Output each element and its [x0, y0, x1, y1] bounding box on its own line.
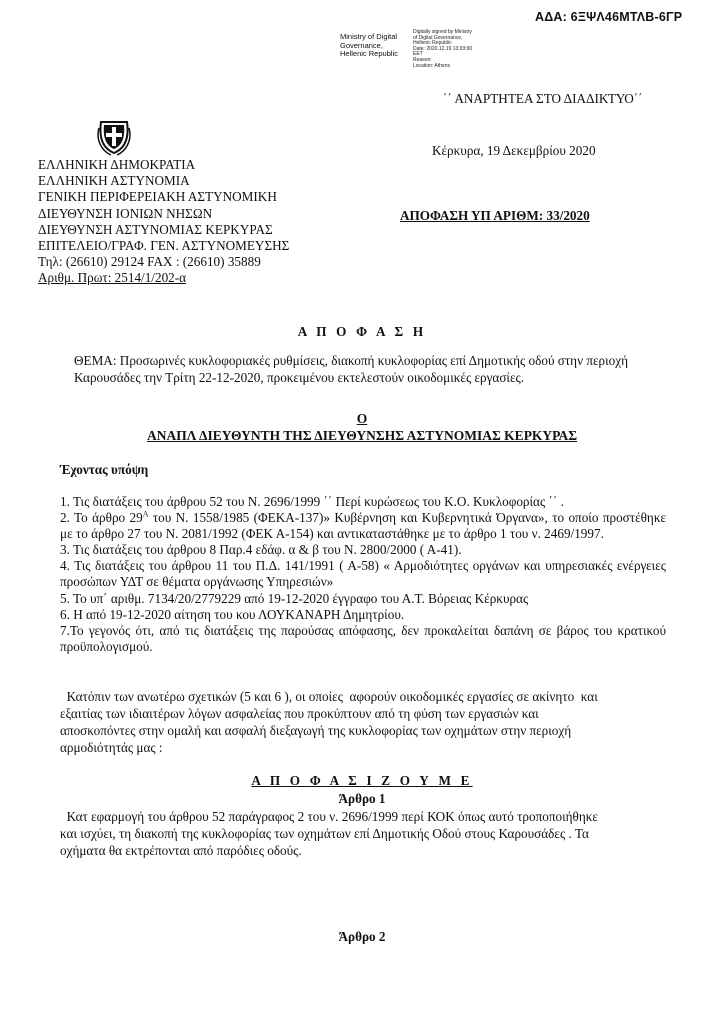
list-item [60, 510, 666, 542]
header-line: ΕΛΛΗΝΙΚΗ ΑΣΤΥΝΟΜΙΑ [38, 173, 190, 189]
paragraph-line: και ισχύει, τη διακοπή της κυκλοφορίας των οχημάτων επί Δημοτικής Οδού στους Καρουσάδες . Τα [60, 826, 589, 841]
list-item: 7.Το γεγονός ότι, από τις διατάξεις της παρούσας απόφασης, δεν προκαλείται δαπάνη σε βάρος του κρατικού προϋπολογισμού. [60, 622, 666, 654]
signature-details [413, 30, 523, 69]
header-line: ΓΕΝΙΚΗ ΠΕΡΙΦΕΡΕΙΑΚΗ ΑΣΤΥΝΟΜΙΚΗ [38, 189, 277, 205]
signature-detail-line: Hellenic Republic [413, 40, 452, 47]
header-line: ΕΛΛΗΝΙΚΗ ΔΗΜΟΚΡΑΤΙΑ [38, 157, 196, 172]
greek-coat-of-arms-icon [96, 118, 132, 156]
list-item-text: του Ν. 1558/1985 (ΦΕΚΑ-137)» Κυβέρνηση και Κυβερνητικά Όργανα», το οποίο προστέθηκε με το άρθρο 27 του Ν. 2081/1992 (ΦΕΚ Α-154) και αντικαταστάθηκε με το άρθρο 1 του ν. 2469/1997. [60, 510, 667, 542]
issuing-authority-header [38, 157, 289, 287]
list-item: 3. Τις διατάξεις του άρθρου 8 Παρ.4 εδάφ. α & β του Ν. 2800/2000 ( Α-41). [60, 542, 462, 558]
signature-detail-line: Reason: [413, 56, 432, 63]
list-item: 4. Τις διατάξεις του άρθρου 11 του Π.Δ. 141/1991 ( Α-58) « Αρμοδιότητες οργάνων και υπηρεσιακές ενέργειες προσώπων ΥΔΤ σε θέματα οργάνωσης Υπηρεσιών» [60, 558, 666, 590]
protocol-number: Αριθμ. Πρωτ: 2514/1/202-α [38, 270, 187, 286]
document-title: Α Π Ο Φ Α Σ Η [297, 324, 427, 339]
article-1-title: Άρθρο 1 [338, 791, 386, 806]
ada-code: ΑΔΑ: 6ΞΨΛ46ΜΤΛΒ-6ΓΡ [535, 10, 683, 24]
header-line: ΔΙΕΥΘΥΝΣΗ ΙΟΝΙΩΝ ΝΗΣΩΝ [38, 205, 213, 221]
date-line: Κέρκυρα, 19 Δεκεμβρίου 2020 [432, 143, 596, 158]
signature-detail-line: Location: Athens [413, 62, 450, 69]
paragraph-line: Κατόπιν των ανωτέρω σχετικών (5 και 6 ), οι οποίες αφορούν οικοδομικές εργασίες σε ακίνητο και [60, 689, 598, 704]
header-line: ΕΠΙΤΕΛΕΙΟ/ΓΡΑΦ. ΓΕΝ. ΑΣΤΥΝΟΜΕΥΣΗΣ [38, 238, 290, 254]
list-item: 1. Τις διατάξεις του άρθρου 52 του Ν. 2696/1999 ΄΄ Περί κυρώσεως του Κ.Ο. Κυκλοφορίας ΄΄ . [60, 494, 564, 509]
list-item: 5. Το υπ΄ αριθμ. 7134/20/2779229 από 19-12-2020 έγγραφο του Α.Τ. Βόρειας Κέρκυρας [60, 590, 529, 606]
director-title: ΑΝΑΠΛ ΔΙΕΥΘΥΝΤΗ ΤΗΣ ΔΙΕΥΘΥΝΣΗΣ ΑΣΤΥΝΟΜΙΑΣ ΚΕΡΚΥΡΑΣ [146, 428, 578, 443]
considerations-list [60, 494, 666, 655]
signature-detail-line: of Digital Governance, [413, 34, 463, 41]
signature-detail-line: EET [413, 51, 423, 58]
considering-heading: Έχοντας υπόψη [60, 462, 149, 477]
signature-signer [340, 33, 410, 59]
decision-number: ΑΠΟΦΑΣΗ ΥΠ ΑΡΙΘΜ: 33/2020 [400, 208, 590, 223]
signature-signer-line: Ministry of Digital [340, 32, 398, 41]
internet-posting-note: ΄΄ ΑΝΑΡΤΗΤΕΑ ΣΤΟ ΔΙΑΔΙΚΤΥΟ΄΄ [443, 91, 643, 106]
article-1-text [60, 808, 666, 859]
paragraph-line: αποσκοπόντες στην ομαλή και ασφαλή διεξαγωγή της κυκλοφορίας των οχημάτων στην περιοχή [60, 723, 572, 738]
superscript: Α [142, 509, 149, 519]
list-item: 6. Η από 19-12-2020 αίτηση του κου ΛΟΥΚΑΝΑΡΗ Δημητρίου. [60, 606, 405, 622]
signature-signer-line: Governance, [340, 40, 383, 50]
signature-detail-line: Date: 2020.12.19 13:03:00 [413, 45, 473, 52]
subject-paragraph: ΘΕΜΑ: Προσωρινές κυκλοφοριακές ρυθμίσεις, διακοπή κυκλοφορίας επί Δημοτικής οδού στην περιοχή Καρουσάδες την Τρίτη 22-12-2020, προκειμένου εκτελεστούν οικοδομικές εργασίες. [74, 353, 628, 385]
header-line: ΔΙΕΥΘΥΝΣΗ ΑΣΤΥΝΟΜΙΑΣ ΚΕΡΚΥΡΑΣ [38, 221, 273, 237]
paragraph-line: Κατ εφαρμογή του άρθρου 52 παράγραφος 2 του ν. 2696/1999 περί ΚΟΚ όπως αυτό τροποποιήθηκε [60, 809, 598, 824]
header-line: Τηλ: (26610) 29124 FAX : (26610) 35889 [38, 254, 261, 270]
consequently-paragraph [60, 688, 666, 756]
list-item-text: 2. Το άρθρο 29 [60, 510, 143, 526]
paragraph-line: αρμοδιότητάς μας : [60, 740, 163, 755]
paragraph-line: εξαιτίας των ιδιαιτέρων λόγων ασφαλείας που προκύπτουν από τη φύση των εργασιών και [60, 706, 539, 721]
signature-signer-line: Hellenic Republic [340, 49, 398, 58]
paragraph-line: οχήματα θα εκτρέπονται από παρόδιες οδούς. [60, 843, 302, 858]
signature-detail-line: Digitally signed by Ministry [413, 29, 472, 35]
article-2-title: Άρθρο 2 [338, 929, 386, 944]
article-o-title: Ο [356, 411, 368, 426]
decide-heading: Α Π Ο Φ Α Σ Ι Ζ Ο Υ Μ Ε [251, 773, 473, 788]
